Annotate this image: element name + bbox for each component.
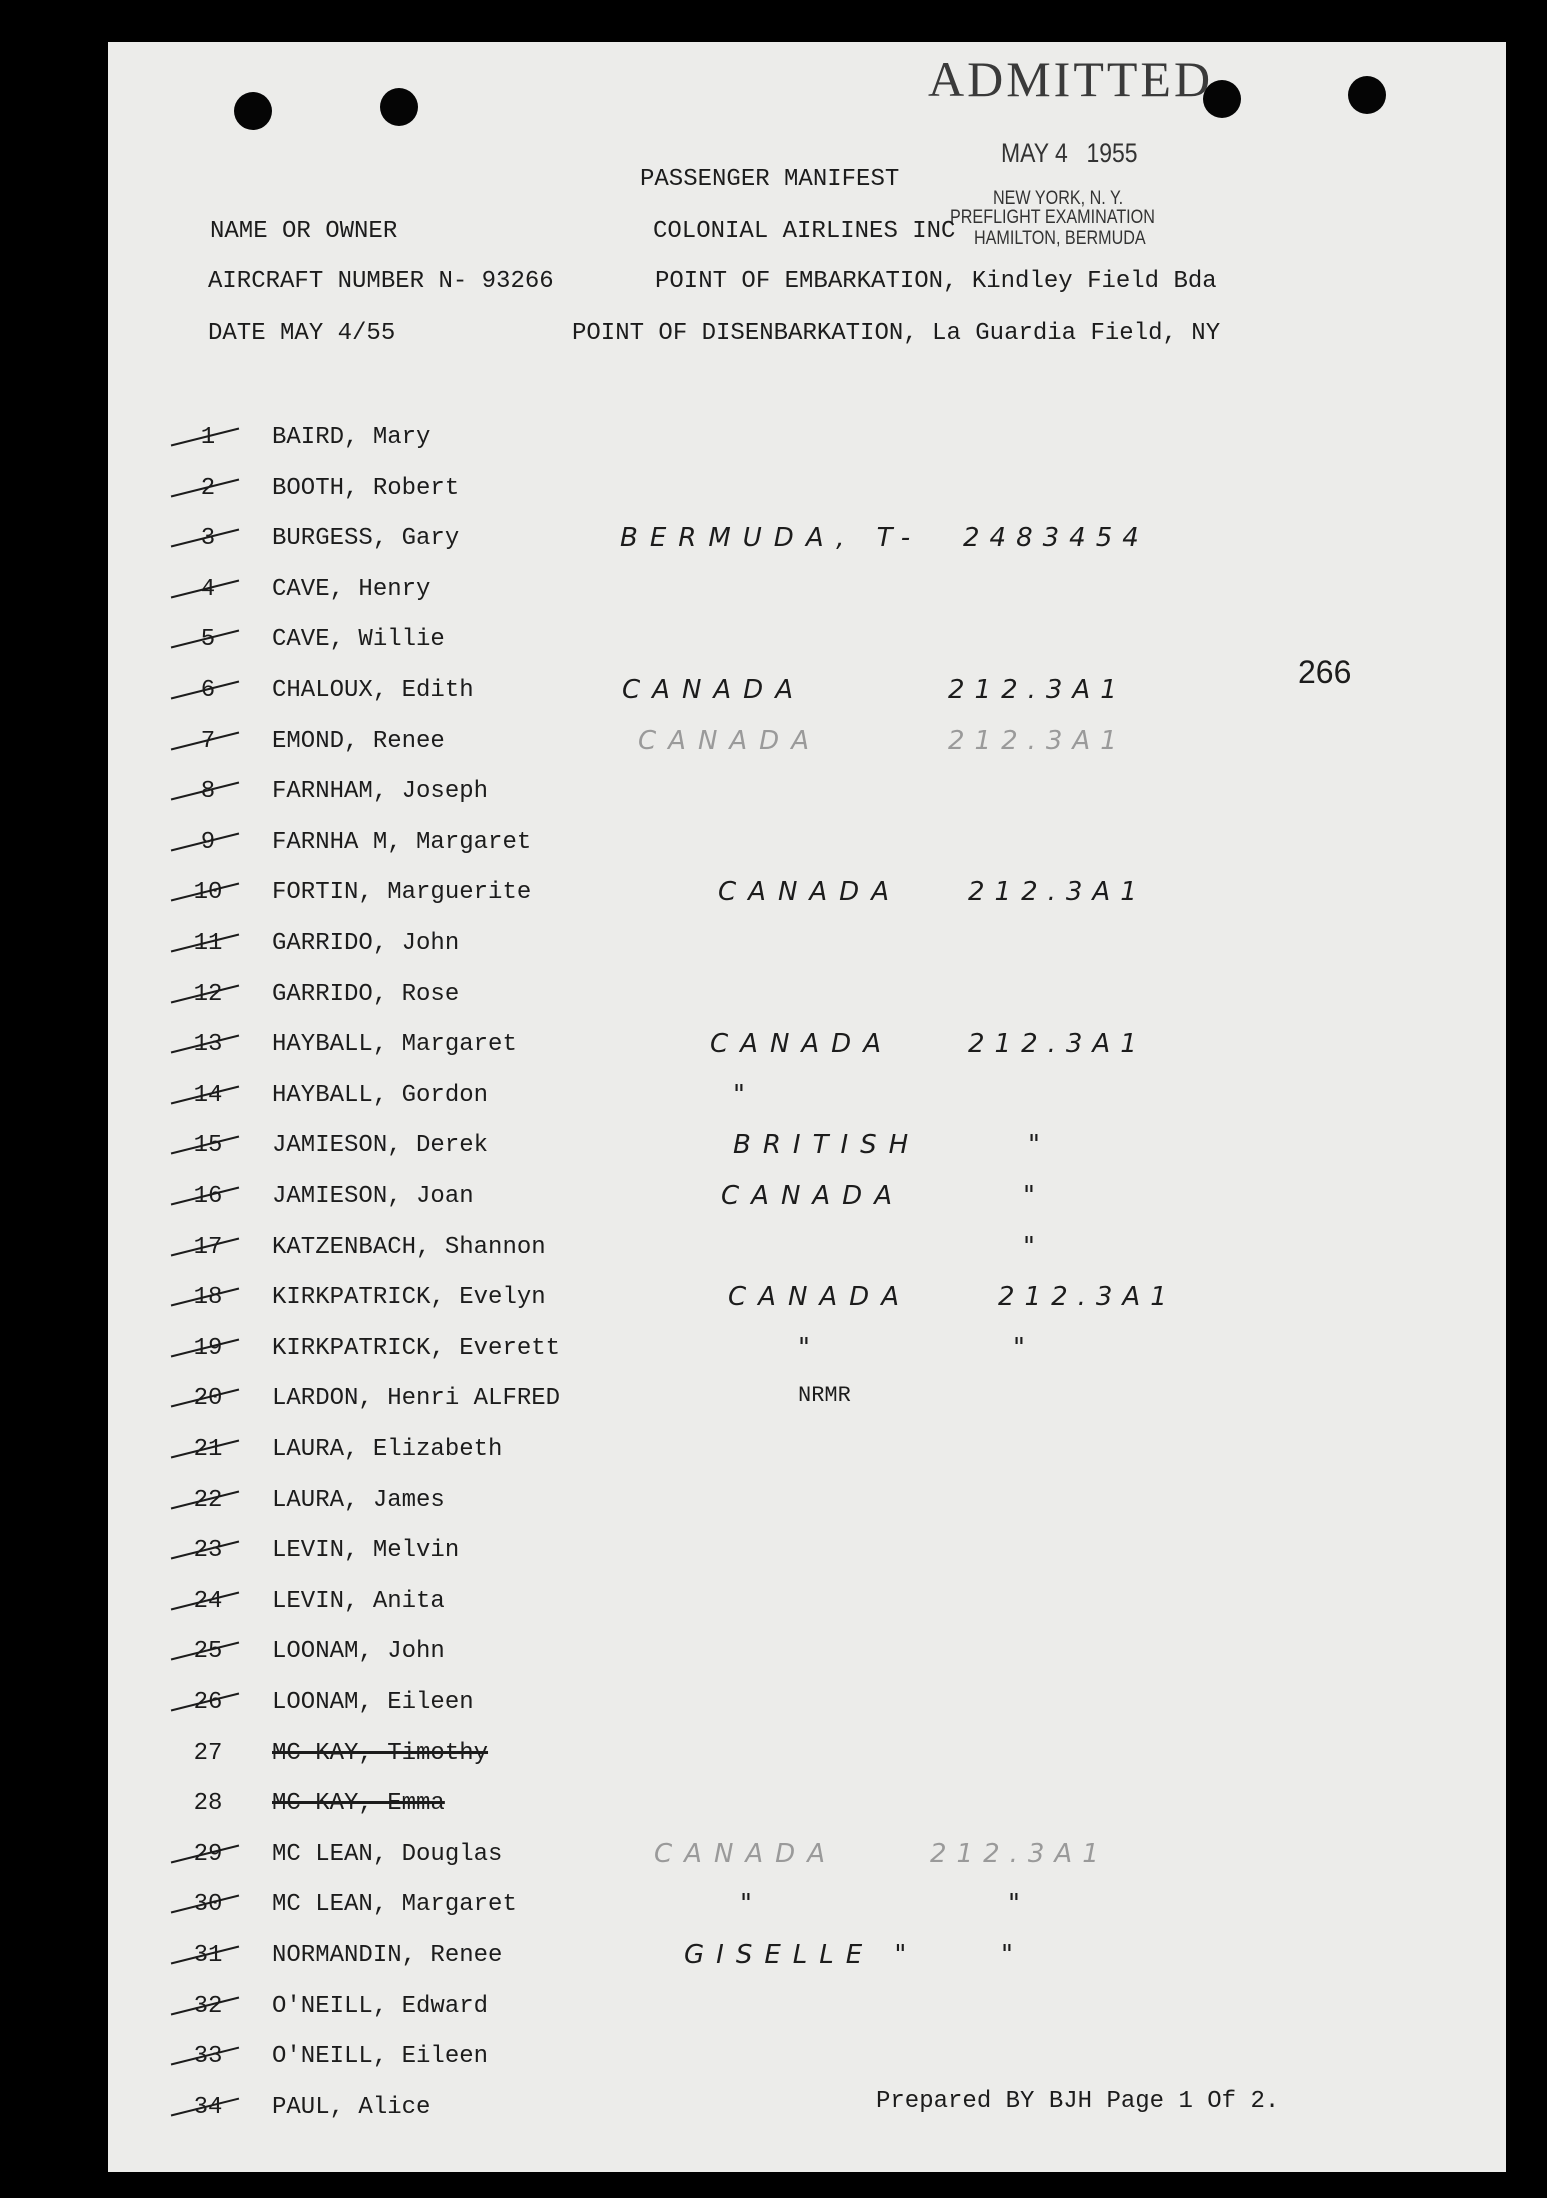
point-of-disembarkation: POINT OF DISENBARKATION, La Guardia Field, NY: [572, 320, 1221, 347]
passenger-number: 3: [200, 525, 216, 552]
passenger-number: 18: [193, 1284, 223, 1311]
handwritten-code: ": [1013, 1333, 1035, 1363]
passenger-number: 22: [193, 1487, 223, 1514]
passenger-name: CHALOUX, Edith: [272, 677, 474, 704]
passenger-name: KIRKPATRICK, Everett: [272, 1335, 561, 1362]
passenger-row: [108, 1434, 1506, 1474]
passenger-row: [108, 928, 1506, 968]
passenger-number: 24: [193, 1588, 223, 1615]
handwritten-code: ": [1023, 1232, 1045, 1262]
passenger-number: 2: [200, 475, 216, 502]
manifest-title: PASSENGER MANIFEST: [640, 166, 900, 193]
passenger-row: [108, 574, 1506, 614]
passenger-number: 17: [193, 1234, 223, 1261]
handwritten-nationality: BERMUDA, T-: [620, 523, 923, 553]
passenger-row: [108, 1080, 1506, 1120]
passenger-name: FARNHA M, Margaret: [272, 829, 532, 856]
handwritten-nationality: CANADA: [710, 1029, 893, 1059]
passenger-row: [108, 1282, 1506, 1322]
passenger-name: FARNHAM, Joseph: [272, 778, 489, 805]
passenger-name: PAUL, Alice: [272, 2094, 431, 2121]
passenger-number: 23: [193, 1537, 223, 1564]
passenger-name: BOOTH, Robert: [272, 475, 460, 502]
passenger-number: 19: [193, 1335, 223, 1362]
punch-hole: [234, 92, 272, 130]
aircraft-number: AIRCRAFT NUMBER N- 93266: [208, 268, 554, 295]
passenger-row: [108, 1636, 1506, 1676]
stamp-date: MAY 4 1955: [1001, 138, 1138, 168]
passenger-name: KIRKPATRICK, Evelyn: [272, 1284, 546, 1311]
passenger-number: 6: [200, 677, 216, 704]
admitted-stamp: ADMITTED: [928, 51, 1214, 107]
passenger-name: JAMIESON, Joan: [272, 1183, 474, 1210]
name-owner-label: NAME OR OWNER: [210, 218, 398, 245]
passenger-number: 34: [193, 2094, 223, 2121]
passenger-row: [108, 979, 1506, 1019]
passenger-name: LOONAM, Eileen: [272, 1689, 474, 1716]
point-of-embarkation: POINT OF EMBARKATION, Kindley Field Bda: [655, 268, 1217, 295]
handwritten-code: ": [1028, 1130, 1050, 1160]
passenger-row: [108, 624, 1506, 664]
prepared-by: Prepared BY BJH Page 1 Of 2.: [876, 2088, 1280, 2115]
passenger-number: 5: [200, 626, 216, 653]
passenger-number: 31: [193, 1942, 223, 1969]
passenger-number: 26: [193, 1689, 223, 1716]
passenger-number: 10: [193, 879, 223, 906]
passenger-name: NORMANDIN, Renee: [272, 1942, 503, 1969]
passenger-name: GARRIDO, John: [272, 930, 460, 957]
passenger-row: [108, 776, 1506, 816]
passenger-row: [108, 1738, 1506, 1778]
manifest-date: DATE MAY 4/55: [208, 320, 396, 347]
passenger-row: [108, 473, 1506, 513]
passenger-row: [108, 1130, 1506, 1170]
handwritten-code: ": [1008, 1889, 1030, 1919]
passenger-number: 12: [193, 981, 223, 1008]
handwritten-nationality: ": [733, 1080, 757, 1110]
page-number: 266: [1298, 654, 1352, 690]
handwritten-nationality: CANADA: [638, 726, 821, 756]
passenger-name: LOONAM, John: [272, 1638, 445, 1665]
passenger-row: [108, 1991, 1506, 2031]
passenger-number: 11: [193, 930, 223, 957]
passenger-number: 4: [200, 576, 216, 603]
passenger-row: [108, 1181, 1506, 1221]
passenger-name: HAYBALL, Margaret: [272, 1031, 517, 1058]
passenger-row: [108, 1232, 1506, 1272]
passenger-name: O'NEILL, Edward: [272, 1993, 489, 2020]
passenger-name: CAVE, Henry: [272, 576, 431, 603]
passenger-number: 27: [193, 1740, 223, 1767]
passenger-number: 30: [193, 1891, 223, 1918]
passenger-number: 1: [200, 424, 216, 451]
passenger-name: FORTIN, Marguerite: [272, 879, 532, 906]
passenger-row: [108, 877, 1506, 917]
stamp-location: NEW YORK, N. Y.: [993, 188, 1124, 209]
handwritten-nationality: GISELLE ": [684, 1940, 919, 1970]
passenger-number: 8: [200, 778, 216, 805]
stamp-hamilton: HAMILTON, BERMUDA: [974, 228, 1146, 249]
passenger-number: 7: [200, 728, 216, 755]
passenger-number: 13: [193, 1031, 223, 1058]
handwritten-nationality: ": [740, 1889, 764, 1919]
stamp-examination: PREFLIGHT EXAMINATION: [950, 207, 1155, 228]
passenger-name: CAVE, Willie: [272, 626, 445, 653]
passenger-number: 20: [193, 1385, 223, 1412]
handwritten-nationality: NRMR: [798, 1383, 851, 1408]
handwritten-code: 212.3A1: [930, 1839, 1109, 1869]
passenger-name: MC KAY, Timothy: [272, 1740, 489, 1767]
passenger-number: 21: [193, 1436, 223, 1463]
passenger-row: [108, 726, 1506, 766]
passenger-name: JAMIESON, Derek: [272, 1132, 489, 1159]
passenger-number: 9: [200, 829, 216, 856]
airline-name: COLONIAL AIRLINES INC: [653, 218, 956, 245]
passenger-row: [108, 1535, 1506, 1575]
passenger-row: [108, 1687, 1506, 1727]
passenger-number: 33: [193, 2043, 223, 2070]
handwritten-code: ": [1001, 1940, 1023, 1970]
passenger-name: KATZENBACH, Shannon: [272, 1234, 546, 1261]
passenger-number: 14: [193, 1082, 223, 1109]
manifest-page: [108, 42, 1506, 2172]
passenger-row: [108, 1586, 1506, 1626]
passenger-name: MC LEAN, Douglas: [272, 1841, 503, 1868]
handwritten-nationality: CANADA: [728, 1282, 911, 1312]
handwritten-code: ": [1023, 1181, 1045, 1211]
punch-hole: [380, 88, 418, 126]
passenger-name: EMOND, Renee: [272, 728, 445, 755]
handwritten-code: 212.3A1: [948, 675, 1127, 705]
handwritten-nationality: CANADA: [654, 1839, 837, 1869]
passenger-row: [108, 1383, 1506, 1423]
handwritten-code: 212.3A1: [998, 1282, 1177, 1312]
passenger-row: [108, 1889, 1506, 1929]
passenger-number: 16: [193, 1183, 223, 1210]
handwritten-code: 212.3A1: [968, 877, 1147, 907]
passenger-name: GARRIDO, Rose: [272, 981, 460, 1008]
handwritten-nationality: ": [798, 1333, 822, 1363]
passenger-row: [108, 523, 1506, 563]
passenger-row: [108, 1485, 1506, 1525]
passenger-row: [108, 1029, 1506, 1069]
passenger-name: MC KAY, Emma: [272, 1790, 445, 1817]
passenger-row: [108, 1788, 1506, 1828]
punch-hole: [1348, 76, 1386, 114]
passenger-row: [108, 827, 1506, 867]
handwritten-code: 212.3A1: [948, 726, 1127, 756]
passenger-name: LEVIN, Anita: [272, 1588, 445, 1615]
handwritten-nationality: CANADA: [718, 877, 901, 907]
passenger-number: 32: [193, 1993, 223, 2020]
passenger-name: BAIRD, Mary: [272, 424, 431, 451]
handwritten-nationality: CANADA: [622, 675, 805, 705]
passenger-name: HAYBALL, Gordon: [272, 1082, 489, 1109]
passenger-name: LARDON, Henri ALFRED: [272, 1385, 561, 1412]
passenger-name: LAURA, James: [272, 1487, 445, 1514]
passenger-name: O'NEILL, Eileen: [272, 2043, 489, 2070]
passenger-number: 15: [193, 1132, 223, 1159]
passenger-name: LEVIN, Melvin: [272, 1537, 460, 1564]
handwritten-nationality: CANADA: [721, 1181, 904, 1211]
passenger-number: 29: [193, 1841, 223, 1868]
passenger-row: [108, 1333, 1506, 1373]
passenger-name: MC LEAN, Margaret: [272, 1891, 517, 1918]
passenger-name: LAURA, Elizabeth: [272, 1436, 503, 1463]
handwritten-code: 2483454: [963, 523, 1149, 553]
passenger-name: BURGESS, Gary: [272, 525, 460, 552]
passenger-row: [108, 675, 1506, 715]
passenger-row: [108, 2092, 1506, 2132]
passenger-row: [108, 422, 1506, 462]
passenger-number: 25: [193, 1638, 223, 1665]
passenger-row: [108, 2041, 1506, 2081]
passenger-row: [108, 1940, 1506, 1980]
passenger-row: [108, 1839, 1506, 1879]
handwritten-code: 212.3A1: [968, 1029, 1147, 1059]
passenger-number: 28: [193, 1790, 223, 1817]
handwritten-nationality: BRITISH: [733, 1130, 921, 1160]
